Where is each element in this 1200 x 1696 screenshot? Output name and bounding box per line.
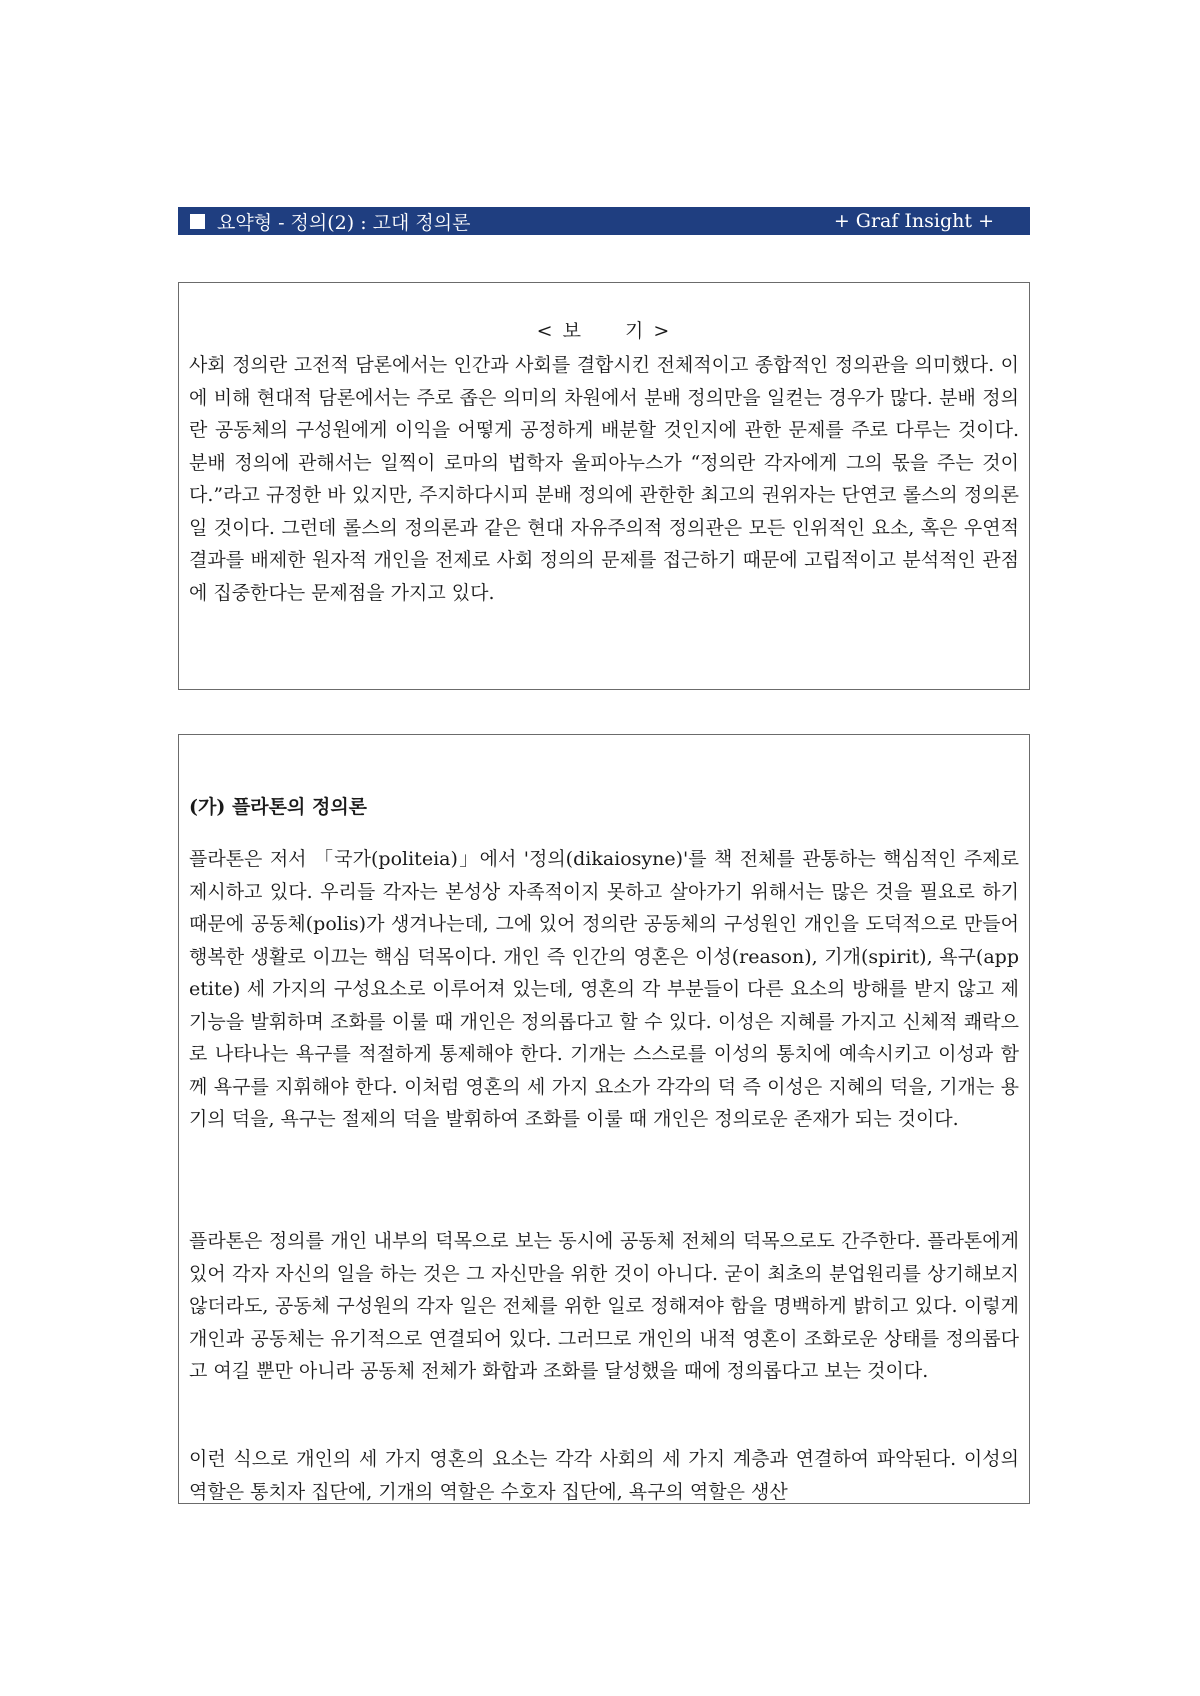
section-paragraph: 플라톤은 저서 「국가(politeia)」에서 '정의(dikaiosyne)'를 책 전체를 관통하는 핵심적인 주제로 제시하고 있다. 우리들 각자는 본성상 자족적이지 못하고 살아가기 위해서는 많은 것을 필요로 하기 때문에 공동체(polis)가 생겨나는데, 그에 있어 정의란 공동체의 구성원인 개인을 도덕적으로 만들어 행복한 생활로 이끄는 핵심 덕목이다. 개인 즉 인간의 영혼은 이성(reason), 기개(spirit), 욕구(appetite) 세 가지의 구성요소로 이루어져 있는데, 영혼의 각 부분들이 다른 요소의 방해를 받지 않고 제 기능을 발휘하며 조화를 이룰 때 개인은 정의롭다고 할 수 있다. 이성은 지혜를 가지고 신체적 쾌락으로 나타나는 욕구를 적절하게 통제해야 한다. 기개는 스스로를 이성의 통치에 예속시키고 이성과 함께 욕구를 지휘해야 한다. 이처럼 영혼의 세 가지 요소가 각각의 덕 즉 이성은 지혜의 덕을, 기개는 용기의 덕을, 욕구는 절제의 덕을 발휘하여 조화를 이룰 때 개인은 정의로운 존재가 되는 것이다. [189, 848, 1019, 1130]
example-box-title: < 보 기 > [536, 320, 672, 342]
header-left [190, 208, 470, 235]
section-paragraph: 플라톤은 정의를 개인 내부의 덕목으로 보는 동시에 공동체 전체의 덕목으로도 간주한다. 플라톤에게 있어 각자 자신의 일을 하는 것은 그 자신만을 위한 것이 아니다. 굳이 최초의 분업원리를 상기해보지 않더라도, 공동체 구성원의 각자 일은 전체를 위한 일로 정해져야 함을 명백하게 밝히고 있다. 이렇게 개인과 공동체는 유기적으로 연결되어 있다. 그러므로 개인의 내적 영혼이 조화로운 상태를 정의롭다고 여길 뿐만 아니라 공동체 전체가 화합과 조화를 달성했을 때에 정의롭다고 보는 것이다. [189, 1230, 1019, 1382]
section-paragraph: 이런 식으로 개인의 세 가지 영혼의 요소는 각각 사회의 세 가지 계층과 연결하여 파악된다. 이성의 역할은 통치자 집단에, 기개의 역할은 수호자 집단에, 욕구의 역할은 생산 [189, 1448, 1019, 1503]
brand-label: + Graf Insight + [833, 210, 994, 232]
example-box [178, 282, 1030, 690]
section-box [178, 734, 1030, 1504]
header-title: 요약형 - 정의(2) : 고대 정의론 [217, 211, 471, 234]
header-bar [178, 207, 1030, 235]
section-heading: (가) 플라톤의 정의론 [189, 796, 368, 818]
square-icon [190, 214, 205, 229]
example-box-text: 사회 정의란 고전적 담론에서는 인간과 사회를 결합시킨 전체적이고 종합적인 정의관을 의미했다. 이에 비해 현대적 담론에서는 주로 좁은 의미의 차원에서 분배 정의만을 일컫는 경우가 많다. 분배 정의란 공동체의 구성원에게 이익을 어떻게 공정하게 배분할 것인지에 관한 문제를 주로 다루는 것이다. 분배 정의에 관해서는 일찍이 로마의 법학자 울피아누스가 “정의란 각자에게 그의 몫을 주는 것이다.”라고 규정한 바 있지만, 주지하다시피 분배 정의에 관한한 최고의 권위자는 단연코 롤스의 정의론일 것이다. 그런데 롤스의 정의론과 같은 현대 자유주의적 정의관은 모든 인위적인 요소, 혹은 우연적 결과를 배제한 원자적 개인을 전제로 사회 정의의 문제를 접근하기 때문에 고립적이고 분석적인 관점에 집중한다는 문제점을 가지고 있다. [189, 354, 1019, 604]
